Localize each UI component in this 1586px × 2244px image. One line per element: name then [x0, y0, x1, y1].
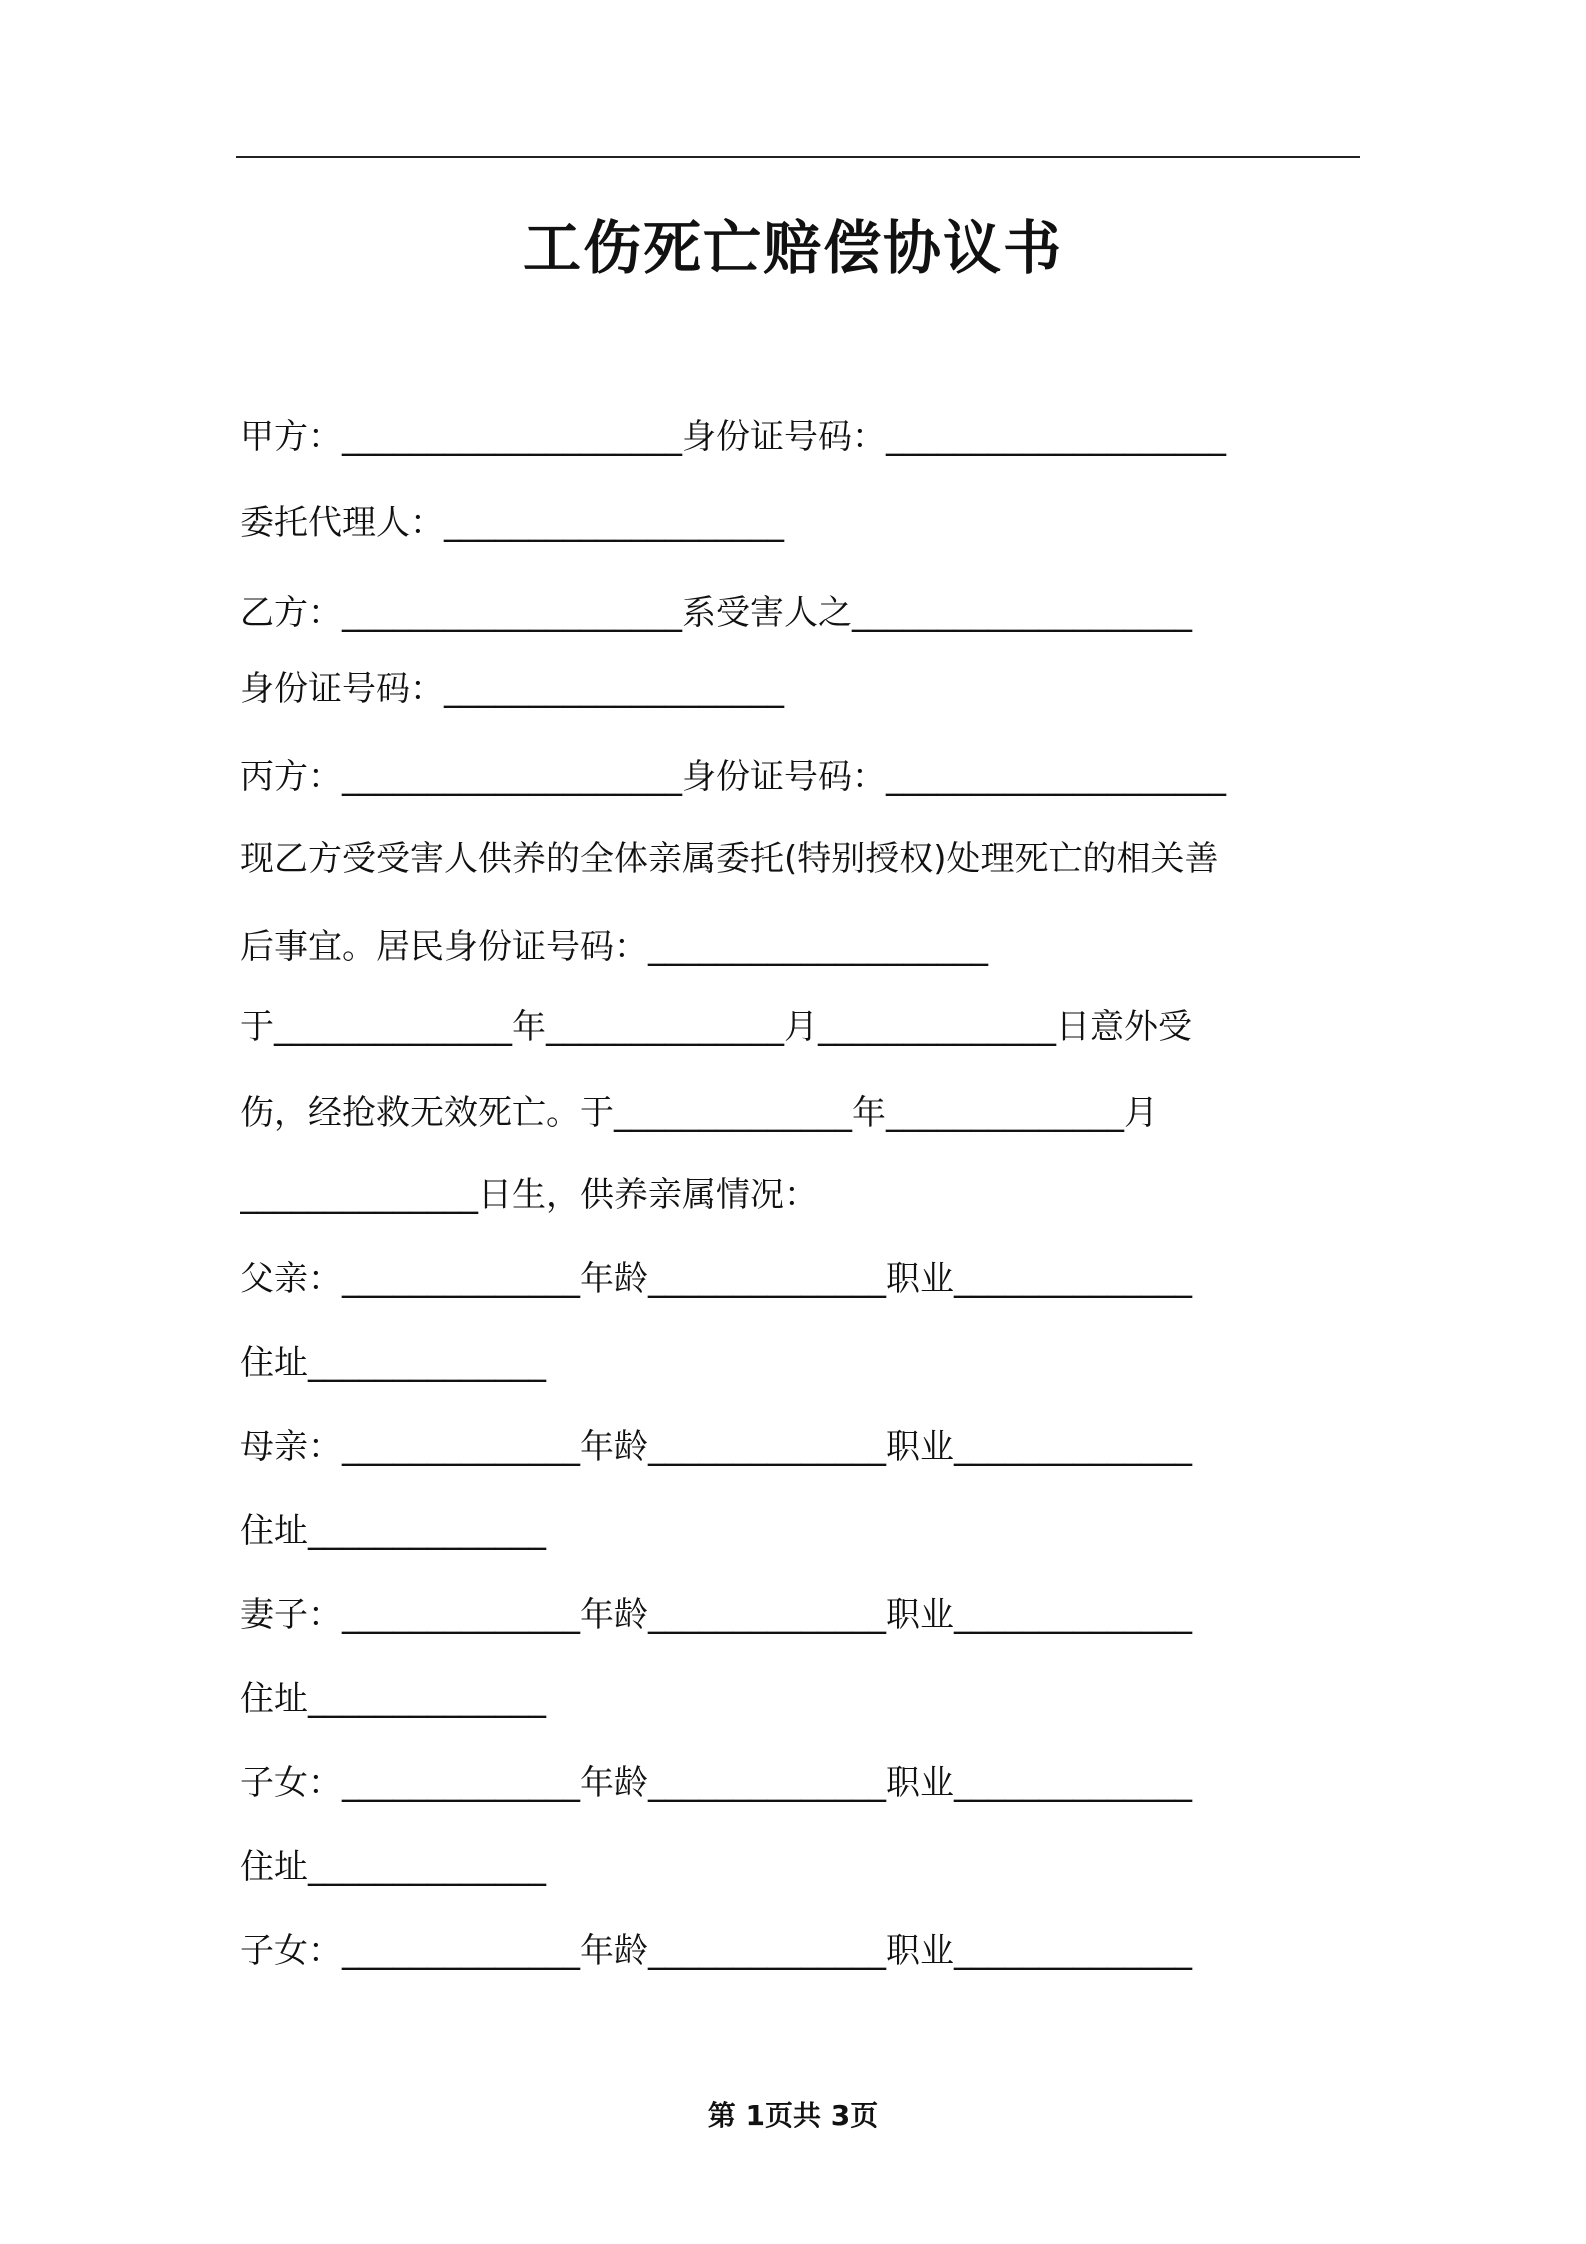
wife-address-line: 住址______________ — [240, 1679, 546, 1719]
page-footer: 第 1页共 3页 — [707, 2099, 879, 2132]
child-1-address-line: 住址______________ — [240, 1847, 546, 1887]
mother-line: 母亲：______________年龄______________职业______________ — [240, 1427, 1192, 1467]
party-a-line: 甲方：____________________身份证号码：____________________ — [240, 417, 1226, 457]
header-rule — [236, 156, 1360, 158]
document-title: 工伤死亡赔偿协议书 — [522, 214, 1063, 282]
agent-line: 委托代理人：____________________ — [240, 503, 784, 543]
child-1-line: 子女：______________年龄______________职业______________ — [240, 1763, 1192, 1803]
body-text-line-4: 伤，经抢救无效死亡。于______________年______________月 — [240, 1093, 1158, 1133]
body-text-line-2: 后事宜。居民身份证号码：____________________ — [240, 927, 988, 967]
father-line: 父亲：______________年龄______________职业______________ — [240, 1259, 1192, 1299]
party-c-line: 丙方：____________________身份证号码：____________________ — [240, 757, 1226, 797]
child-2-line: 子女：______________年龄______________职业______________ — [240, 1931, 1192, 1971]
mother-address-line: 住址______________ — [240, 1511, 546, 1551]
father-address-line: 住址______________ — [240, 1343, 546, 1383]
body-text-line-3: 于______________年______________月______________日意外受 — [240, 1007, 1192, 1047]
body-text-line-5: ______________日生，供养亲属情况： — [240, 1175, 818, 1215]
body-text-line-1: 现乙方受受害人供养的全体亲属委托(特别授权)处理死亡的相关善 — [240, 839, 1219, 879]
wife-line: 妻子：______________年龄______________职业______________ — [240, 1595, 1192, 1635]
party-b-line: 乙方：____________________系受害人之____________________ — [240, 593, 1192, 633]
party-b-id-line: 身份证号码：____________________ — [240, 669, 784, 709]
